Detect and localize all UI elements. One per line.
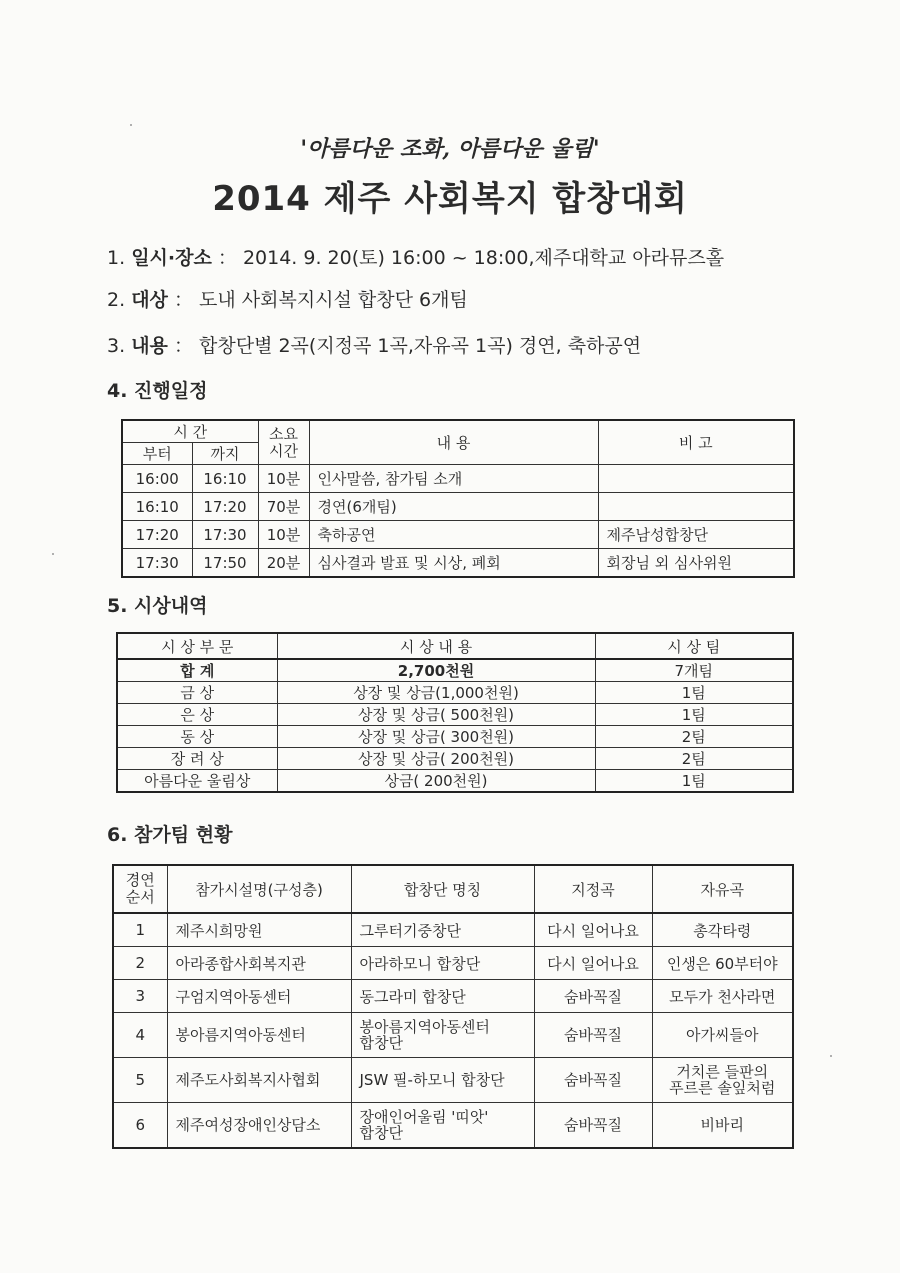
scan-speck (52, 553, 54, 555)
awards-table (116, 632, 794, 793)
cell-order: 5 (113, 1058, 167, 1103)
col-header-duration: 소요 시간 (258, 420, 309, 465)
cell-order: 6 (113, 1103, 167, 1149)
scan-speck (130, 124, 132, 126)
col-header-choir: 합창단 명칭 (351, 865, 534, 913)
teams-heading: 6. 참가팀 현황 (107, 824, 233, 846)
info-number: 1. (107, 247, 126, 269)
cell-note (598, 493, 794, 521)
event-title: 2014 제주 사회복지 합창대회 (212, 179, 688, 219)
info-text: 2014. 9. 20(토) 16:00 ~ 18:00,제주대학교 아라뮤즈홀 (242, 247, 725, 269)
cell-to: 17:30 (192, 521, 258, 549)
cell-from: 16:10 (122, 493, 192, 521)
cell-category: 금 상 (117, 682, 277, 704)
cell-category: 은 상 (117, 704, 277, 726)
cell-order: 1 (113, 913, 167, 947)
cell-content: 인사말씀, 참가팀 소개 (309, 465, 598, 493)
cell-award-content: 2,700천원 (277, 659, 595, 682)
cell-free-song: 모두가 천사라면 (652, 980, 793, 1013)
cell-note (598, 465, 794, 493)
cell-to: 17:50 (192, 549, 258, 578)
info-number: 2. (107, 289, 126, 311)
col-header-order: 경연 순서 (113, 865, 167, 913)
info-line-target (107, 285, 468, 312)
scan-speck (830, 1055, 832, 1057)
cell-choir: 그루터기중창단 (351, 913, 534, 947)
cell-award-content: 상장 및 상금( 200천원) (277, 748, 595, 770)
cell-award-content: 상장 및 상금( 300천원) (277, 726, 595, 748)
cell-choir: 장애인어울림 '띠앗' 합창단 (351, 1103, 534, 1149)
cell-free-song: 아가씨들아 (652, 1013, 793, 1058)
table-row (113, 1058, 793, 1103)
cell-facility: 제주도사회복지사협회 (167, 1058, 351, 1103)
table-row-total (117, 659, 793, 682)
cell-to: 16:10 (192, 465, 258, 493)
cell-set-song: 다시 일어나요 (534, 947, 652, 980)
info-text: 합창단별 2곡(지정곡 1곡,자유곡 1곡) 경연, 축하공연 (199, 335, 642, 357)
cell-duration: 10분 (258, 465, 309, 493)
cell-category: 합 계 (117, 659, 277, 682)
cell-order: 4 (113, 1013, 167, 1058)
table-row (117, 704, 793, 726)
info-separator: ： (173, 335, 193, 357)
table-row (122, 465, 794, 493)
cell-facility: 제주시희망원 (167, 913, 351, 947)
col-header-content: 내 용 (309, 420, 598, 465)
cell-choir: JSW 필-하모니 합창단 (351, 1058, 534, 1103)
cell-free-song: 총각타령 (652, 913, 793, 947)
cell-order: 2 (113, 947, 167, 980)
col-header-facility: 참가시설명(구성층) (167, 865, 351, 913)
col-header-from: 부터 (122, 443, 192, 465)
table-row (117, 748, 793, 770)
info-label: 내용 (131, 335, 168, 357)
table-row (117, 770, 793, 793)
cell-facility: 제주여성장애인상담소 (167, 1103, 351, 1149)
info-number: 3. (107, 335, 126, 357)
table-row (117, 726, 793, 748)
cell-set-song: 숨바꼭질 (534, 1058, 652, 1103)
info-text: 도내 사회복지시설 합창단 6개팀 (199, 289, 468, 311)
cell-content: 경연(6개팀) (309, 493, 598, 521)
info-label: 일시·장소 (131, 247, 212, 269)
info-line-datetime (107, 243, 724, 270)
cell-duration: 10분 (258, 521, 309, 549)
col-header-note: 비 고 (598, 420, 794, 465)
table-row (113, 913, 793, 947)
info-line-content (107, 331, 641, 358)
info-separator: ： (217, 247, 237, 269)
cell-facility: 구엄지역아동센터 (167, 980, 351, 1013)
cell-content: 축하공연 (309, 521, 598, 549)
cell-facility: 봉아름지역아동센터 (167, 1013, 351, 1058)
info-label: 대상 (131, 289, 168, 311)
cell-set-song: 다시 일어나요 (534, 913, 652, 947)
cell-award-content: 상장 및 상금(1,000천원) (277, 682, 595, 704)
cell-note: 제주남성합창단 (598, 521, 794, 549)
cell-choir: 아라하모니 합창단 (351, 947, 534, 980)
cell-note: 회장님 외 심사위원 (598, 549, 794, 578)
col-header-award-content: 시 상 내 용 (277, 633, 595, 659)
cell-set-song: 숨바꼭질 (534, 980, 652, 1013)
teams-table (112, 864, 794, 1149)
table-row (113, 1103, 793, 1149)
table-row (122, 549, 794, 578)
cell-award-content: 상금( 200천원) (277, 770, 595, 793)
cell-choir: 봉아름지역아동센터 합창단 (351, 1013, 534, 1058)
schedule-heading: 4. 진행일정 (107, 380, 208, 402)
cell-from: 16:00 (122, 465, 192, 493)
cell-duration: 20분 (258, 549, 309, 578)
cell-duration: 70분 (258, 493, 309, 521)
cell-from: 17:30 (122, 549, 192, 578)
cell-category: 장 려 상 (117, 748, 277, 770)
cell-facility: 아라종합사회복지관 (167, 947, 351, 980)
cell-award-teams: 1팀 (595, 770, 793, 793)
table-row (122, 521, 794, 549)
cell-set-song: 숨바꼭질 (534, 1013, 652, 1058)
col-header-time: 시 간 (122, 420, 258, 443)
cell-from: 17:20 (122, 521, 192, 549)
event-slogan: '아름다운 조화, 아름다운 울림' (300, 136, 600, 162)
cell-award-content: 상장 및 상금( 500천원) (277, 704, 595, 726)
col-header-to: 까지 (192, 443, 258, 465)
cell-order: 3 (113, 980, 167, 1013)
table-row (113, 980, 793, 1013)
cell-free-song: 비바리 (652, 1103, 793, 1149)
cell-content: 심사결과 발표 및 시상, 폐회 (309, 549, 598, 578)
cell-to: 17:20 (192, 493, 258, 521)
cell-award-teams: 7개팀 (595, 659, 793, 682)
col-header-category: 시 상 부 문 (117, 633, 277, 659)
table-row (113, 1013, 793, 1058)
cell-award-teams: 1팀 (595, 682, 793, 704)
table-row (122, 493, 794, 521)
info-separator: ： (173, 289, 193, 311)
col-header-award-teams: 시 상 팀 (595, 633, 793, 659)
table-row (117, 682, 793, 704)
cell-free-song: 거치른 들판의 푸르른 솔잎처럼 (652, 1058, 793, 1103)
cell-choir: 동그라미 합창단 (351, 980, 534, 1013)
schedule-table (121, 419, 795, 578)
col-header-set-song: 지정곡 (534, 865, 652, 913)
col-header-free-song: 자유곡 (652, 865, 793, 913)
cell-free-song: 인생은 60부터야 (652, 947, 793, 980)
cell-category: 아름다운 울림상 (117, 770, 277, 793)
cell-award-teams: 2팀 (595, 748, 793, 770)
table-row (113, 947, 793, 980)
cell-award-teams: 2팀 (595, 726, 793, 748)
cell-category: 동 상 (117, 726, 277, 748)
awards-heading: 5. 시상내역 (107, 595, 208, 617)
cell-set-song: 숨바꼭질 (534, 1103, 652, 1149)
cell-award-teams: 1팀 (595, 704, 793, 726)
